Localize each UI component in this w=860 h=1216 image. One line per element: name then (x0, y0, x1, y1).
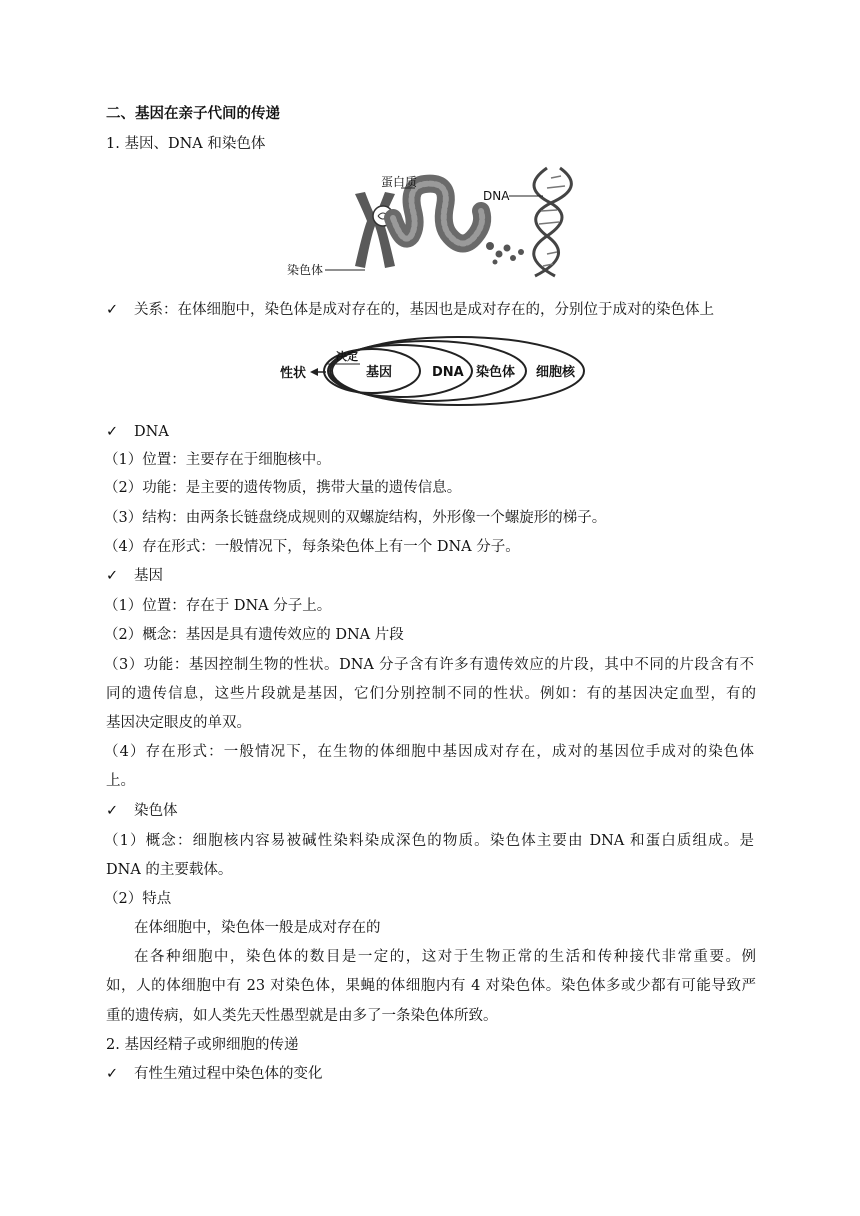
dna-ellipse-label: DNA (432, 365, 464, 380)
gene-item-4-line-2: 上。 (106, 773, 135, 789)
dna-label: DNA (483, 189, 510, 203)
chromatin-coil (393, 184, 482, 244)
gene-dna-chromosome-nucleus-diagram (280, 334, 590, 410)
chromosome-feature-2-line-1: 在各种细胞中，染色体的数目是一定的，这对于生物正常的生活和传种接代非常重要。例 (134, 949, 756, 965)
check-icon: ✓ (106, 424, 119, 440)
check-icon: ✓ (106, 803, 119, 819)
chromosome-feature-1: 在体细胞中，染色体一般是成对存在的 (134, 920, 381, 936)
chromosome-item-1-line-2: DNA 的主要载体。 (106, 862, 233, 878)
relation-bullet (106, 300, 714, 320)
dna-item-2: （2）功能：是主要的遗传物质，携带大量的遗传信息。 (104, 480, 462, 496)
dna-double-helix (534, 168, 572, 276)
dna-item-1: （1）位置：主要存在于细胞核中。 (104, 452, 331, 468)
chromosome-dna-illustration (285, 166, 585, 286)
subsection-title-gene-transmission: 2. 基因经精子或卵细胞的传递 (106, 1037, 299, 1053)
chromosome-feature-2-line-3: 重的遗传病，如人类先天性愚型就是由多了一条染色体所致。 (106, 1008, 498, 1024)
subsection-title-genes-dna-chromosomes: 1. 基因、DNA 和染色体 (106, 136, 266, 152)
gene-item-3-line-2: 同的遗传信息，这些片段就是基因，它们分别控制不同的性状。例如：有的基因决定血型，有的 (106, 686, 756, 702)
gene-item-3-line-3: 基因决定眼皮的单双。 (106, 715, 251, 731)
chromosome-label: 染色体 (287, 263, 324, 277)
chromosome-section-title: ✓ 染色体 (106, 803, 178, 819)
decide-label: 决定 (336, 350, 358, 363)
dna-item-3: （3）结构：由两条长链盘绕成规则的双螺旋结构，外形像一个螺旋形的梯子。 (104, 510, 607, 526)
chromosome-item-2: （2）特点 (104, 891, 172, 907)
dna-item-4: （4）存在形式：一般情况下，每条染色体上有一个 DNA 分子。 (104, 539, 520, 555)
gene-section-title: ✓ 基因 (106, 568, 163, 584)
gene-item-1: （1）位置：存在于 DNA 分子上。 (104, 598, 332, 614)
dna-section-title: ✓ DNA (106, 424, 169, 440)
check-icon: ✓ (106, 302, 119, 318)
chromosome-item-1-line-1: （1）概念：细胞核内容易被碱性染料染成深色的物质。染色体主要由 DNA 和蛋白质组成。是 (104, 833, 754, 849)
gene-label: 基因 (366, 365, 393, 380)
check-icon: ✓ (106, 568, 119, 584)
relation-text: 关系：在体细胞中，染色体是成对存在的，基因也是成对存在的，分别位于成对的染色体上 (134, 302, 714, 318)
check-icon: ✓ (106, 1066, 119, 1082)
gene-item-3-line-1: （3）功能：基因控制生物的性状。DNA 分子含有许多有遗传效应的片段，其中不同的片段含有不 (104, 657, 754, 673)
trait-label: 性状 (280, 366, 307, 381)
protein-label: 蛋白质 (381, 175, 418, 189)
chromosome-ellipse-label: 染色体 (476, 365, 516, 380)
chromosome-feature-2-line-2: 如，人的体细胞中有 23 对染色体，果蝇的体细胞内有 4 对染色体。染色体多或少都有可能导致严 (106, 978, 756, 994)
nucleus-label: 细胞核 (536, 365, 576, 380)
gene-item-4-line-1: （4）存在形式：一般情况下，在生物的体细胞中基因成对存在，成对的基因位手成对的染色体 (104, 744, 754, 760)
section2-bullet: ✓ 有性生殖过程中染色体的变化 (106, 1066, 323, 1082)
nucleosome-beads (486, 242, 524, 265)
section-heading: 二、基因在亲子代间的传递 (106, 105, 280, 122)
gene-item-2: （2）概念：基因是具有遗传效应的 DNA 片段 (104, 627, 404, 643)
